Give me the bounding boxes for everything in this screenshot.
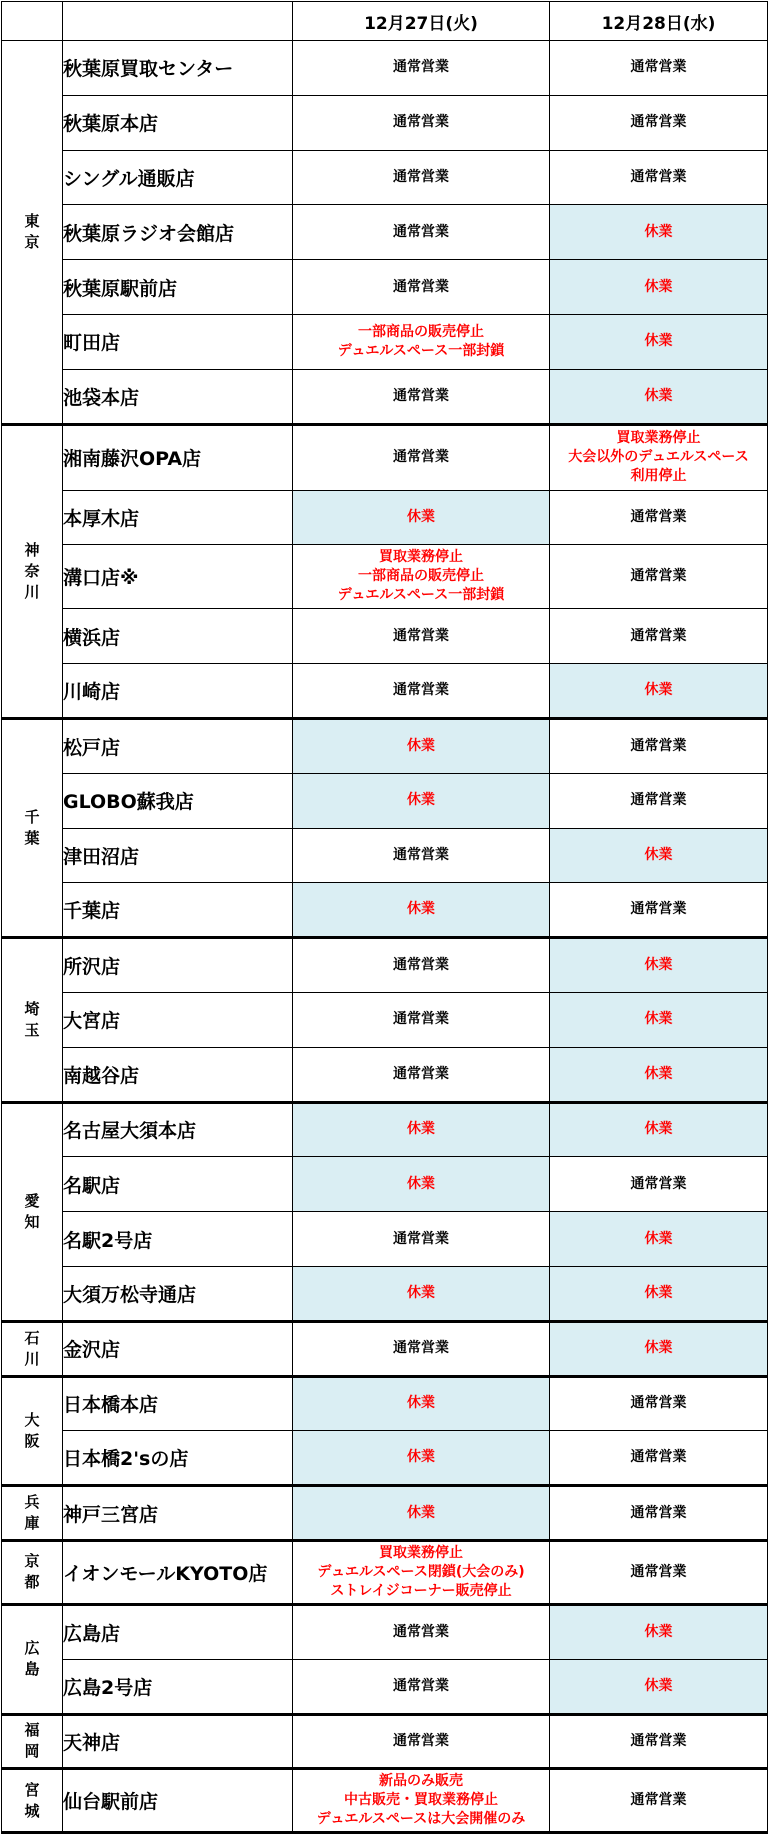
store-row [2,938,768,993]
store-row [2,1376,768,1431]
status-dec27 [293,1431,550,1486]
store-name: 大宮店 [63,992,293,1047]
store-name: 松戸店 [63,718,293,773]
status-line: 休業 [644,1340,673,1357]
status-dec27 [293,150,550,205]
status-dec27 [293,205,550,260]
status-line: 休業 [407,901,435,918]
store-row [2,883,768,938]
status-dec27 [293,1604,550,1659]
store-row [2,314,768,369]
status-dec28 [550,424,768,490]
store-name: 広島2号店 [63,1659,293,1714]
status-line: 通常営業 [630,792,687,809]
region-label: 神奈川 [2,424,63,718]
status-line: 休業 [407,737,435,754]
status-line: 休業 [644,957,673,974]
status-dec28 [550,1102,768,1157]
status-line: 買取業務停止 [379,1544,463,1561]
store-row [2,41,768,96]
status-line: 通常営業 [393,1623,449,1640]
status-line: 通常営業 [630,568,687,585]
status-dec28 [550,609,768,664]
status-dec28 [550,545,768,609]
status-line: 通常営業 [630,1504,687,1521]
status-dec27 [293,1486,550,1541]
status-dec28 [550,828,768,883]
store-row [2,1102,768,1157]
status-dec28 [550,369,768,424]
status-line: 一部商品の販売停止 [358,323,484,340]
store-row [2,95,768,150]
store-row [2,718,768,773]
status-line: 通常営業 [393,387,449,404]
store-name: 秋葉原駅前店 [63,260,293,315]
store-row [2,424,768,490]
store-name: 津田沼店 [63,828,293,883]
store-row [2,1212,768,1267]
status-dec28 [550,1047,768,1102]
region-label: 千葉 [2,718,63,937]
store-name: 大須万松寺通店 [63,1266,293,1321]
store-name: 町田店 [63,314,293,369]
status-dec27 [293,1540,550,1604]
store-row [2,992,768,1047]
status-line: 休業 [644,223,673,240]
store-row [2,490,768,545]
status-line: 休業 [644,1065,673,1082]
status-dec27 [293,718,550,773]
store-name: 広島店 [63,1604,293,1659]
store-name: 秋葉原本店 [63,95,293,150]
status-line: 買取業務停止 [379,549,463,566]
status-dec28 [550,1431,768,1486]
store-name: 秋葉原買取センター [63,41,293,96]
store-name: 仙台駅前店 [63,1769,293,1833]
store-row [2,664,768,719]
status-dec28 [550,664,768,719]
status-line: 買取業務停止 [616,430,701,447]
store-row [2,773,768,828]
status-dec27 [293,938,550,993]
header-day-dec28: 12月28日(水) [550,2,768,41]
store-row [2,828,768,883]
store-row [2,205,768,260]
status-dec27 [293,992,550,1047]
status-line: 休業 [644,1623,673,1640]
status-dec28 [550,260,768,315]
status-line: 休業 [407,1284,435,1301]
store-name: 名駅2号店 [63,1212,293,1267]
status-line: 通常営業 [393,1011,449,1028]
status-line: 通常営業 [393,168,449,185]
store-row [2,150,768,205]
status-line: 通常営業 [393,846,449,863]
status-line: 通常営業 [630,1563,687,1580]
status-dec27 [293,1714,550,1769]
status-dec27 [293,545,550,609]
status-dec28 [550,314,768,369]
status-dec28 [550,773,768,828]
status-line: 通常営業 [393,1065,449,1082]
status-line: デュエルスペース一部封鎖 [337,342,505,359]
store-name: 川崎店 [63,664,293,719]
status-line: 通常営業 [630,1449,687,1466]
header-row [2,2,768,41]
status-line: 通常営業 [393,278,449,295]
store-row [2,1266,768,1321]
status-dec27 [293,1157,550,1212]
header-store-column [63,2,293,41]
status-line: 一部商品の販売停止 [358,568,484,585]
store-row [2,1714,768,1769]
status-dec28 [550,41,768,96]
status-line: 休業 [644,1121,673,1138]
store-row [2,1431,768,1486]
status-dec27 [293,41,550,96]
status-dec28 [550,95,768,150]
status-line: 通常営業 [630,1732,687,1749]
status-line: 通常営業 [393,449,449,466]
status-line: デュエルスペース一部封鎖 [337,587,505,604]
status-line: 通常営業 [630,59,687,76]
region-label: 大阪 [2,1376,63,1486]
store-name: 名古屋大須本店 [63,1102,293,1157]
status-line: 休業 [407,508,435,525]
status-line: デュエルスペースは大会開催のみ [316,1811,526,1828]
status-line: 通常営業 [393,957,449,974]
status-line: 休業 [644,1011,673,1028]
status-line: 通常営業 [630,737,687,754]
status-dec28 [550,938,768,993]
store-row [2,1047,768,1102]
store-row [2,1540,768,1604]
status-line: 通常営業 [630,627,687,644]
status-dec28 [550,1486,768,1541]
status-dec28 [550,718,768,773]
region-label: 埼玉 [2,938,63,1102]
schedule-body [2,41,768,1833]
header-corner [2,2,63,41]
status-line: 休業 [644,1284,673,1301]
status-dec28 [550,992,768,1047]
store-name: 横浜店 [63,609,293,664]
store-name: 湘南藤沢OPA店 [63,424,293,490]
status-dec28 [550,883,768,938]
status-dec28 [550,1659,768,1714]
status-dec27 [293,1376,550,1431]
status-dec28 [550,1714,768,1769]
status-line: 新品のみ販売 [379,1773,463,1790]
store-row [2,1604,768,1659]
status-line: 休業 [407,1504,435,1521]
status-dec27 [293,773,550,828]
store-name: 秋葉原ラジオ会館店 [63,205,293,260]
status-line: デュエルスペース閉鎖(大会のみ) [317,1563,525,1580]
status-line: 休業 [407,1121,435,1138]
region-label: 京都 [2,1540,63,1604]
status-dec28 [550,1540,768,1604]
status-dec27 [293,369,550,424]
status-line: 休業 [644,682,673,699]
status-line: 通常営業 [393,1677,449,1694]
store-name: 日本橋2'sの店 [63,1431,293,1486]
store-row [2,1486,768,1541]
header-day-dec27: 12月27日(火) [293,2,550,41]
status-dec27 [293,490,550,545]
region-label: 東京 [2,41,63,425]
status-line: 通常営業 [393,223,449,240]
status-line: 通常営業 [393,59,449,76]
status-line: 通常営業 [393,114,449,131]
region-label: 石川 [2,1321,63,1376]
region-label: 福岡 [2,1714,63,1769]
status-line: 休業 [644,387,673,404]
store-name: 池袋本店 [63,369,293,424]
status-line: 通常営業 [393,1230,449,1247]
status-dec28 [550,1376,768,1431]
status-dec27 [293,314,550,369]
store-row [2,1659,768,1714]
status-dec28 [550,1212,768,1267]
store-name: 千葉店 [63,883,293,938]
status-dec28 [550,490,768,545]
status-dec27 [293,424,550,490]
status-line: 通常営業 [393,682,449,699]
store-row [2,1157,768,1212]
status-line: 通常営業 [630,1395,687,1412]
store-name: 神戸三宮店 [63,1486,293,1541]
status-line: 通常営業 [630,1175,687,1192]
status-dec28 [550,1604,768,1659]
store-name: 日本橋本店 [63,1376,293,1431]
status-line: 通常営業 [393,1340,449,1357]
status-line: 休業 [407,792,435,809]
region-label: 宮城 [2,1769,63,1833]
store-name: 本厚木店 [63,490,293,545]
status-line: 通常営業 [630,168,687,185]
status-dec28 [550,150,768,205]
status-line: 休業 [644,846,673,863]
status-dec28 [550,1769,768,1833]
status-line: 休業 [644,278,673,295]
store-name: シングル通販店 [63,150,293,205]
status-line: 休業 [407,1449,435,1466]
store-name: 所沢店 [63,938,293,993]
region-label: 愛知 [2,1102,63,1321]
schedule-grid [1,1,768,1834]
store-row [2,260,768,315]
status-line: 利用停止 [630,468,687,485]
status-line: ストレイジコーナー販売停止 [330,1582,512,1599]
store-name: 金沢店 [63,1321,293,1376]
store-row [2,369,768,424]
store-name: 南越谷店 [63,1047,293,1102]
status-line: 通常営業 [630,1792,687,1809]
status-dec27 [293,664,550,719]
status-line: 通常営業 [630,901,687,918]
status-line: 休業 [407,1395,435,1412]
status-dec27 [293,609,550,664]
store-row [2,545,768,609]
status-dec28 [550,1157,768,1212]
status-dec27 [293,828,550,883]
store-name: 溝口店※ [63,545,293,609]
store-row [2,1321,768,1376]
store-row [2,609,768,664]
status-dec27 [293,1769,550,1833]
region-label: 広島 [2,1604,63,1714]
status-dec27 [293,883,550,938]
store-row [2,1769,768,1833]
status-dec27 [293,260,550,315]
status-dec27 [293,95,550,150]
status-dec27 [293,1102,550,1157]
store-name: GLOBO蘇我店 [63,773,293,828]
status-dec27 [293,1047,550,1102]
status-dec27 [293,1212,550,1267]
status-line: 大会以外のデュエルスペース [568,449,749,466]
status-line: 通常営業 [630,114,687,131]
status-line: 中古販売・買取業務停止 [344,1792,498,1809]
status-line: 休業 [644,1230,673,1247]
status-line: 通常営業 [393,1732,449,1749]
status-dec27 [293,1321,550,1376]
status-dec28 [550,205,768,260]
status-dec27 [293,1659,550,1714]
status-line: 通常営業 [630,508,687,525]
store-name: 名駅店 [63,1157,293,1212]
status-dec28 [550,1321,768,1376]
region-label: 兵庫 [2,1486,63,1541]
status-line: 休業 [644,333,673,350]
status-line: 通常営業 [393,627,449,644]
status-line: 休業 [407,1175,435,1192]
store-name: 天神店 [63,1714,293,1769]
store-name: イオンモールKYOTO店 [63,1540,293,1604]
status-dec27 [293,1266,550,1321]
status-dec28 [550,1266,768,1321]
status-line: 休業 [644,1677,673,1694]
